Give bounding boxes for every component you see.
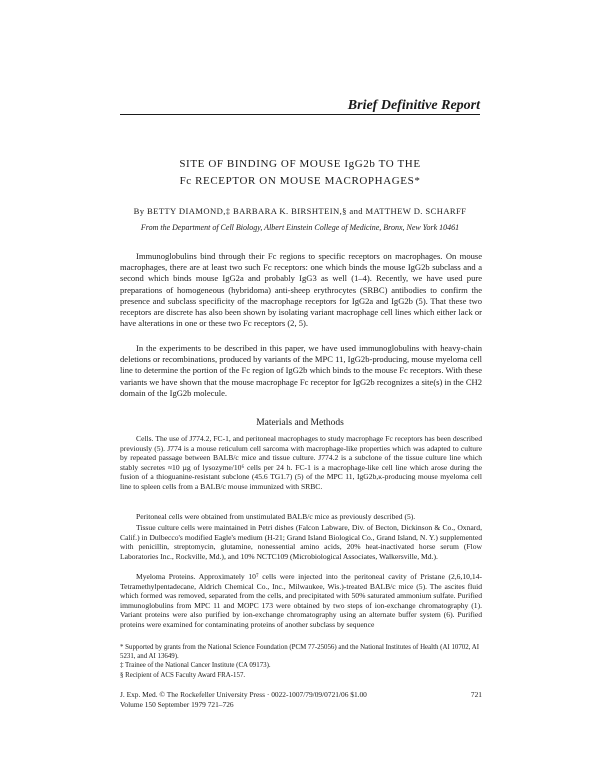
methods-proteins-text: Myeloma Proteins. Approximately 10⁷ cells were injected into the peritoneal cavity of Pristane (2,6,10,14-Tetramethylpentadecane, Aldrich Chemical Co., Inc., Milwaukee, Wis.)-treated BALB/c mice (5). The ascites fluid which formed was removed, separated from the cells, and precipitated with 50% saturated ammonium sulfate. Purified immunoglobulins from MPC 11 and MOPC 173 were obtained by two steps of ion-exchange chromatography (1). Variant proteins were also purified by ion-exchange chromatography using an alternate buffer system (6). Purified proteins were examined for contaminating proteins of another subclass by sequence bbox=[120, 572, 482, 629]
header-rule bbox=[120, 114, 480, 115]
intro-paragraph-1-text: Immunoglobulins bind through their Fc regions to specific receptors on macrophages. On mouse macrophages, there are at least two such Fc receptors: one which binds the mouse IgG2b subclass and a second which binds mouse IgG2a and probably IgG3 as well (1–4). Recently, we have used pure preparations of homogeneous (hybridoma) anti-sheep erythrocytes (SRBC) antibodies to confirm the presence and subclass specificity of the macrophage receptors for IgG2a and IgG2b (5). That these two receptors are discrete has also been shown by isolating variant macrophage cell lines which either lack or have alterations in one or these two Fc receptors (2, 5). bbox=[120, 251, 482, 329]
volume-line: Volume 150 September 1979 721–726 bbox=[120, 700, 234, 709]
article-title-line-2: Fc RECEPTOR ON MOUSE MACROPHAGES* bbox=[179, 175, 421, 187]
methods-cells-paragraph bbox=[120, 434, 482, 492]
footnote-award: § Recipient of ACS Faculty Award FRA-157. bbox=[120, 672, 246, 679]
methods-culture-paragraph bbox=[120, 523, 482, 561]
page-number: 721 bbox=[470, 690, 482, 699]
methods-proteins-paragraph bbox=[120, 572, 482, 630]
intro-paragraph-2 bbox=[120, 343, 482, 399]
footnote-trainee: ‡ Trainee of the National Cancer Institute (CA 09173). bbox=[120, 662, 271, 669]
article-title-line-1: SITE OF BINDING OF MOUSE IgG2b TO THE bbox=[179, 158, 421, 170]
section-title: Brief Definitive Report bbox=[347, 98, 480, 113]
footnote-funding: * Supported by grants from the National Science Foundation (PCM 77-25056) and the National Institutes of Health (AI 10702, AI 5231, and AI 13649). bbox=[120, 644, 480, 660]
affiliation: From the Department of Cell Biology, Albert Einstein College of Medicine, Bronx, New York 10461 bbox=[140, 223, 460, 232]
journal-citation: J. Exp. Med. © The Rockefeller University Press · 0022-1007/79/09/0721/06 $1.00 bbox=[120, 690, 367, 699]
author-list: By BETTY DIAMOND,‡ BARBARA K. BIRSHTEIN,§ and MATTHEW D. SCHARFF bbox=[133, 206, 467, 216]
journal-footer bbox=[120, 690, 482, 699]
methods-peritoneal-text: Peritoneal cells were obtained from unstimulated BALB/c mice as previously described (5). bbox=[136, 512, 416, 521]
section-heading-methods: Materials and Methods bbox=[256, 418, 344, 428]
methods-culture-text: Tissue culture cells were maintained in Petri dishes (Falcon Labware, Div. of Becton, Dickinson & Co., Oxnard, Calif.) in Dulbecco's modified Eagle's medium (H-21; Grand Island Biological Co., Grand Island, N. Y.) supplemented with penicillin, streptomycin, glutamine, nonessential amino acids, 20% heat-inactivated horse serum (Flow Laboratories Inc., Rockville, Md.), and 10% NCTC109 (Microbiological Associates, Walkersville, Md.). bbox=[120, 523, 482, 561]
methods-cells-text: Cells. The use of J774.2, FC-1, and peritoneal macrophages to study macrophage Fc receptors has been described previously (5). J774 is a mouse reticulum cell sarcoma with macrophage-like properties which was adapted to culture by repeated passage between BALB/c mice and tissue culture. J774.2 is a subclone of the tissue culture line which stably secretes ≈10 µg of lysozyme/10⁶ cells per 24 h. FC-1 is a macrophage-like cell line which arose during the fusion of a thioguanine-resistant subclone (45.6 TG1.7) (5) of the MPC 11, IgG2b,κ-producing mouse myeloma cell line to spleen cells from a BALB/c mouse immunized with SRBC. bbox=[120, 434, 482, 491]
intro-paragraph-1 bbox=[120, 251, 482, 329]
methods-peritoneal-paragraph bbox=[120, 512, 482, 522]
intro-paragraph-2-text: In the experiments to be described in this paper, we have used immunoglobulins with heavy-chain deletions or recombinations, produced by variants of the MPC 11, IgG2b-producing, mouse myeloma cell line to determine the portion of the Fc region of IgG2b which binds to the mouse Fc receptors. With these variants we have shown that the mouse macrophage Fc receptor for IgG2b recognizes a site(s) in the CH2 domain of the IgG2b molecule. bbox=[120, 343, 482, 398]
